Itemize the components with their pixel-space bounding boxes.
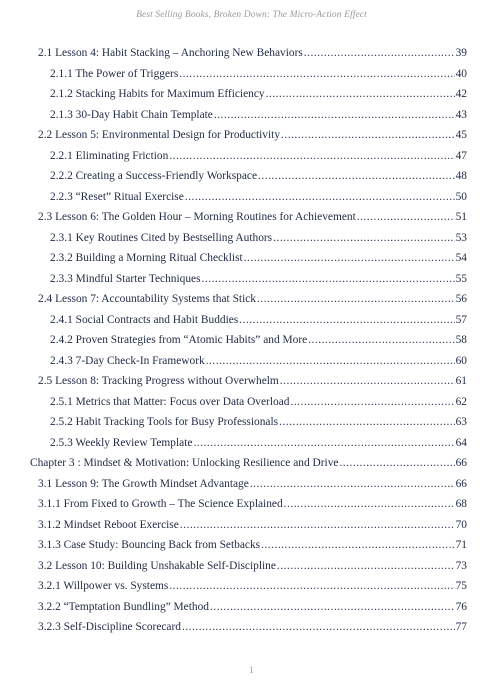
- toc-entry-page: 56: [455, 293, 467, 305]
- toc-entry-title: 2.5 Lesson 8: Tracking Progress without Overwhelm: [38, 375, 279, 387]
- toc-entry[interactable]: [50, 436, 467, 450]
- dot-leader: [169, 579, 454, 593]
- dot-leader: [193, 436, 454, 450]
- toc-entry-title: 2.5.1 Metrics that Matter: Focus over Data Overload: [50, 395, 290, 408]
- dot-leader: [339, 456, 454, 470]
- toc-entry-page: 76: [455, 600, 467, 613]
- toc-entry[interactable]: [50, 354, 467, 368]
- toc-entry-page: 48: [455, 170, 467, 182]
- running-header: Best Selling Books, Broken Down: The Micro-Action Effect: [136, 10, 367, 20]
- toc-entry-title: 3.2.2 “Temptation Bundling” Method: [38, 600, 209, 613]
- toc-entry-title: 3.2.3 Self-Discipline Scorecard: [38, 621, 181, 633]
- dot-leader: [250, 477, 455, 491]
- dot-leader: [266, 87, 455, 101]
- toc-entry-page: 58: [455, 334, 467, 346]
- toc-entry-title: 2.1 Lesson 4: Habit Stacking – Anchoring New Behaviors: [38, 47, 303, 59]
- toc-entry-page: 71: [455, 539, 467, 551]
- dot-leader: [257, 292, 455, 306]
- toc-entry[interactable]: [50, 395, 467, 409]
- toc-entry-title: 3.1.2 Mindset Reboot Exercise: [38, 518, 179, 531]
- toc-entry-page: 45: [455, 129, 467, 141]
- toc-entry[interactable]: [38, 620, 467, 634]
- toc-entry-title: 2.3.1 Key Routines Cited by Bestselling Authors: [50, 231, 273, 244]
- toc-entry-page: 43: [455, 108, 467, 121]
- dot-leader: [185, 190, 455, 204]
- dot-leader: [214, 108, 455, 122]
- dot-leader: [169, 149, 454, 163]
- dot-leader: [290, 395, 454, 409]
- toc-entry-title: 2.5.2 Habit Tracking Tools for Busy Professionals: [50, 416, 279, 428]
- toc-entry-page: 70: [455, 518, 467, 531]
- toc-entry-page: 61: [455, 375, 467, 387]
- toc-entry-page: 77: [455, 621, 467, 633]
- toc-entry[interactable]: [38, 538, 467, 552]
- dot-leader: [182, 620, 455, 634]
- dot-leader: [308, 333, 454, 347]
- dot-leader: [244, 251, 455, 265]
- toc-entry-title: 3.2 Lesson 10: Building Unshakable Self-Discipline: [38, 559, 276, 572]
- page-number: 1: [249, 666, 254, 676]
- toc-entry-title: 2.4.1 Social Contracts and Habit Buddies: [50, 313, 239, 326]
- toc-entry-page: 68: [455, 498, 467, 510]
- toc-entry[interactable]: [50, 67, 467, 81]
- dot-leader: [357, 210, 455, 224]
- toc-entry-page: 39: [455, 47, 467, 59]
- dot-leader: [261, 538, 455, 552]
- toc-entry-page: 73: [455, 559, 467, 572]
- toc-entry[interactable]: [38, 128, 467, 142]
- toc-entry-page: 50: [455, 190, 467, 203]
- toc-entry-page: 66: [455, 477, 467, 490]
- toc-entry-title: 2.3 Lesson 6: The Golden Hour – Morning Routines for Achievement: [38, 211, 356, 223]
- toc-entry-page: 53: [455, 231, 467, 244]
- toc-entry-page: 55: [455, 272, 467, 285]
- dot-leader: [277, 559, 455, 573]
- toc-entry-title: 2.2.3 “Reset” Ritual Exercise: [50, 190, 184, 203]
- toc-entry-page: 42: [455, 88, 467, 100]
- toc-entry[interactable]: [38, 292, 467, 306]
- dot-leader: [202, 272, 455, 286]
- toc-entry[interactable]: [50, 169, 467, 183]
- toc-entry[interactable]: [38, 46, 467, 60]
- toc-entry-title: Chapter 3 : Mindset & Motivation: Unlocking Resilience and Drive: [30, 457, 339, 469]
- dot-leader: [273, 231, 454, 245]
- toc-entry-page: 62: [455, 395, 467, 408]
- toc-entry[interactable]: [38, 518, 467, 532]
- toc-entry[interactable]: [50, 272, 467, 286]
- toc-entry-title: 2.1.2 Stacking Habits for Maximum Efficiency: [50, 88, 265, 100]
- toc-entry-title: 2.2.2 Creating a Success-Friendly Workspace: [50, 170, 258, 182]
- toc-entry[interactable]: [38, 477, 467, 491]
- toc-entry-title: 3.2.1 Willpower vs. Systems: [38, 580, 169, 592]
- toc-entry-page: 47: [455, 149, 467, 162]
- toc-entry-title: 2.3.3 Mindful Starter Techniques: [50, 272, 201, 285]
- toc-entry[interactable]: [38, 579, 467, 593]
- toc-entry-title: 2.2.1 Eliminating Friction: [50, 149, 169, 162]
- toc-entry[interactable]: [38, 374, 467, 388]
- toc-entry[interactable]: [50, 108, 467, 122]
- toc-entry-page: 54: [455, 252, 467, 264]
- toc-entry[interactable]: [50, 333, 467, 347]
- toc-entry-page: 66: [455, 457, 467, 469]
- toc-entry[interactable]: [38, 210, 467, 224]
- toc-entry[interactable]: [50, 87, 467, 101]
- toc-entry-title: 3.1.3 Case Study: Bouncing Back from Setbacks: [38, 539, 261, 551]
- toc-entry[interactable]: [50, 415, 467, 429]
- toc-entry-title: 2.5.3 Weekly Review Template: [50, 436, 193, 449]
- toc-entry-page: 57: [455, 313, 467, 326]
- dot-leader: [210, 600, 455, 614]
- toc-entry-title: 2.1.3 30-Day Habit Chain Template: [50, 108, 213, 121]
- toc-entry[interactable]: [38, 559, 467, 573]
- dot-leader: [258, 169, 455, 183]
- dot-leader: [279, 415, 455, 429]
- toc-entry-title: 3.1 Lesson 9: The Growth Mindset Advantage: [38, 477, 249, 490]
- toc-entry[interactable]: [50, 231, 467, 245]
- dot-leader: [206, 354, 455, 368]
- toc-entry-title: 2.2 Lesson 5: Environmental Design for Productivity: [38, 129, 281, 141]
- toc-entry[interactable]: [50, 190, 467, 204]
- dot-leader: [281, 128, 455, 142]
- toc-entry[interactable]: [50, 149, 467, 163]
- toc-entry-page: 75: [455, 580, 467, 592]
- dot-leader: [180, 518, 455, 532]
- dot-leader: [239, 313, 454, 327]
- toc-entry[interactable]: [30, 456, 467, 470]
- toc-entry-title: 2.1.1 The Power of Triggers: [50, 67, 179, 80]
- toc-entry-title: 3.1.1 From Fixed to Growth – The Science Explained: [38, 498, 283, 510]
- toc-entry-page: 51: [455, 211, 467, 223]
- toc-entry[interactable]: [38, 600, 467, 614]
- dot-leader: [280, 374, 455, 388]
- toc-entry[interactable]: [50, 313, 467, 327]
- toc-entry-page: 40: [455, 67, 467, 80]
- dot-leader: [179, 67, 454, 81]
- toc-entry-title: 2.3.2 Building a Morning Ritual Checklist: [50, 252, 243, 264]
- toc-entry-title: 2.4 Lesson 7: Accountability Systems that Stick: [38, 293, 256, 305]
- dot-leader: [304, 46, 455, 60]
- toc-entry[interactable]: [50, 251, 467, 265]
- toc-entry-title: 2.4.2 Proven Strategies from “Atomic Habits” and More: [50, 334, 308, 346]
- toc-entry-page: 63: [455, 416, 467, 428]
- toc-entry[interactable]: [38, 497, 467, 511]
- toc-entry-title: 2.4.3 7-Day Check-In Framework: [50, 354, 205, 367]
- dot-leader: [284, 497, 455, 511]
- toc-entry-page: 64: [455, 436, 467, 449]
- toc-entry-page: 60: [455, 354, 467, 367]
